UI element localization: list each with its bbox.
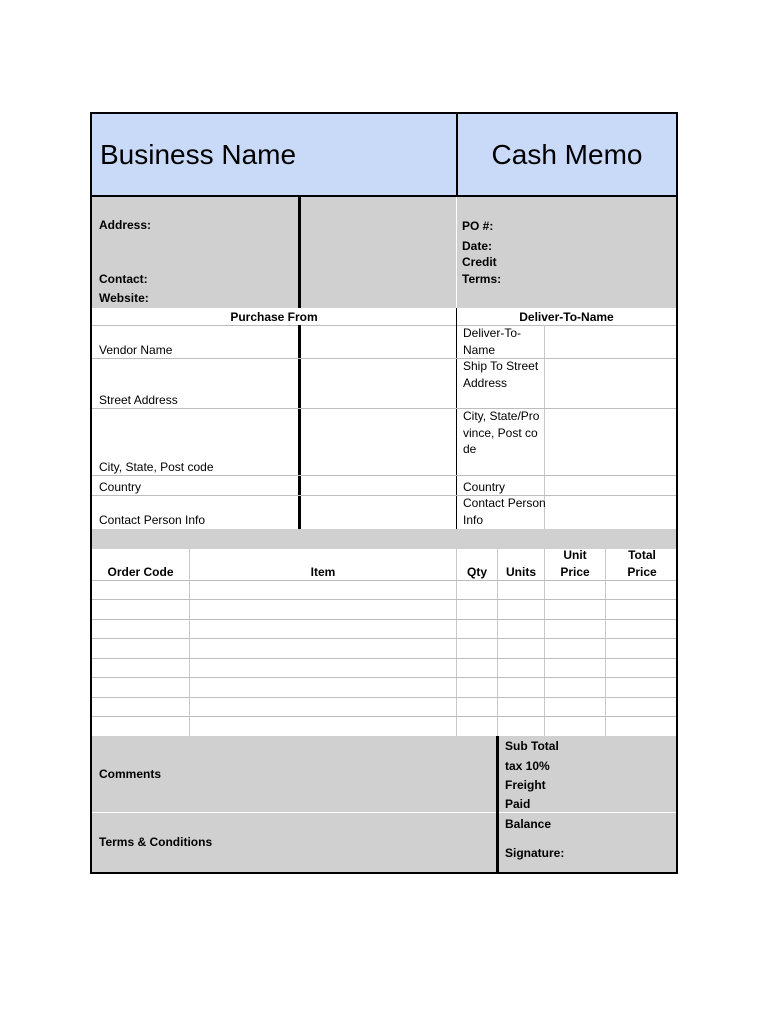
table-row[interactable]: [92, 599, 676, 600]
business-name[interactable]: Business Name: [100, 139, 297, 170]
date-label: Date:: [462, 239, 493, 253]
col-order-code: Order Code: [107, 565, 174, 579]
col-item: Item: [310, 565, 336, 579]
tax-label: tax 10%: [505, 759, 550, 773]
col-units: Units: [506, 565, 536, 579]
deliver-country-label: Country: [463, 480, 506, 494]
terms-conditions-label: Terms & Conditions: [99, 835, 213, 849]
footer-block: [92, 736, 676, 872]
totalprice-col-divider: [605, 549, 606, 736]
vendor-contact-label: Contact Person Info: [99, 513, 206, 527]
document-title: Cash Memo: [491, 139, 643, 170]
vendor-name-label: Vendor Name: [99, 343, 173, 357]
signature-label: Signature:: [505, 846, 565, 860]
address-label: Address:: [99, 218, 152, 232]
address-row-line-4: [92, 495, 676, 496]
paid-label: Paid: [505, 797, 531, 811]
cash-memo-form: [90, 112, 678, 874]
footer-divider: [496, 736, 499, 872]
deliver-city-label: City, State/Province, Post code: [463, 409, 540, 456]
info-divider-left: [298, 197, 301, 308]
info-block: [92, 197, 676, 308]
deliver-street-label: Ship To Street Address: [463, 359, 539, 390]
table-row[interactable]: [92, 658, 676, 659]
table-row[interactable]: [92, 619, 676, 620]
deliver-to-title: Deliver-To-Name: [519, 310, 614, 324]
table-row[interactable]: [92, 697, 676, 698]
col-unit-price: Unit Price: [560, 548, 590, 579]
address-row-line-1: [92, 358, 676, 359]
balance-label: Balance: [505, 817, 552, 831]
deliver-name-label: Deliver-To-Name: [463, 326, 522, 357]
vendor-divider: [298, 325, 301, 529]
comments-label: Comments: [99, 767, 162, 781]
table-row: [92, 580, 676, 581]
contact-label: Contact:: [99, 272, 148, 286]
address-section-divider: [456, 325, 457, 529]
address-row-line-2: [92, 408, 676, 409]
terms-label: Terms:: [462, 272, 502, 286]
col-qty: Qty: [466, 565, 487, 579]
deliver-contact-label: Contact Person Info: [463, 496, 546, 527]
unitprice-col-divider: [544, 549, 545, 736]
purchase-from-title: Purchase From: [230, 310, 318, 324]
section-spacer: [92, 529, 676, 549]
po-label: PO #:: [462, 219, 494, 233]
vendor-street-label: Street Address: [99, 393, 178, 407]
comments-terms-separator: [92, 812, 496, 813]
info-divider-right: [456, 197, 457, 308]
table-row[interactable]: [92, 677, 676, 678]
table-row[interactable]: [92, 716, 676, 717]
col-total-price: Total Price: [627, 548, 657, 579]
subtotal-label: Sub Total: [505, 739, 559, 753]
credit-label: Credit: [462, 255, 497, 269]
vendor-country-label: Country: [99, 480, 142, 494]
vendor-city-label: City, State, Post code: [99, 460, 214, 474]
table-row[interactable]: [92, 638, 676, 639]
freight-label: Freight: [505, 778, 546, 792]
website-label: Website:: [99, 291, 149, 305]
